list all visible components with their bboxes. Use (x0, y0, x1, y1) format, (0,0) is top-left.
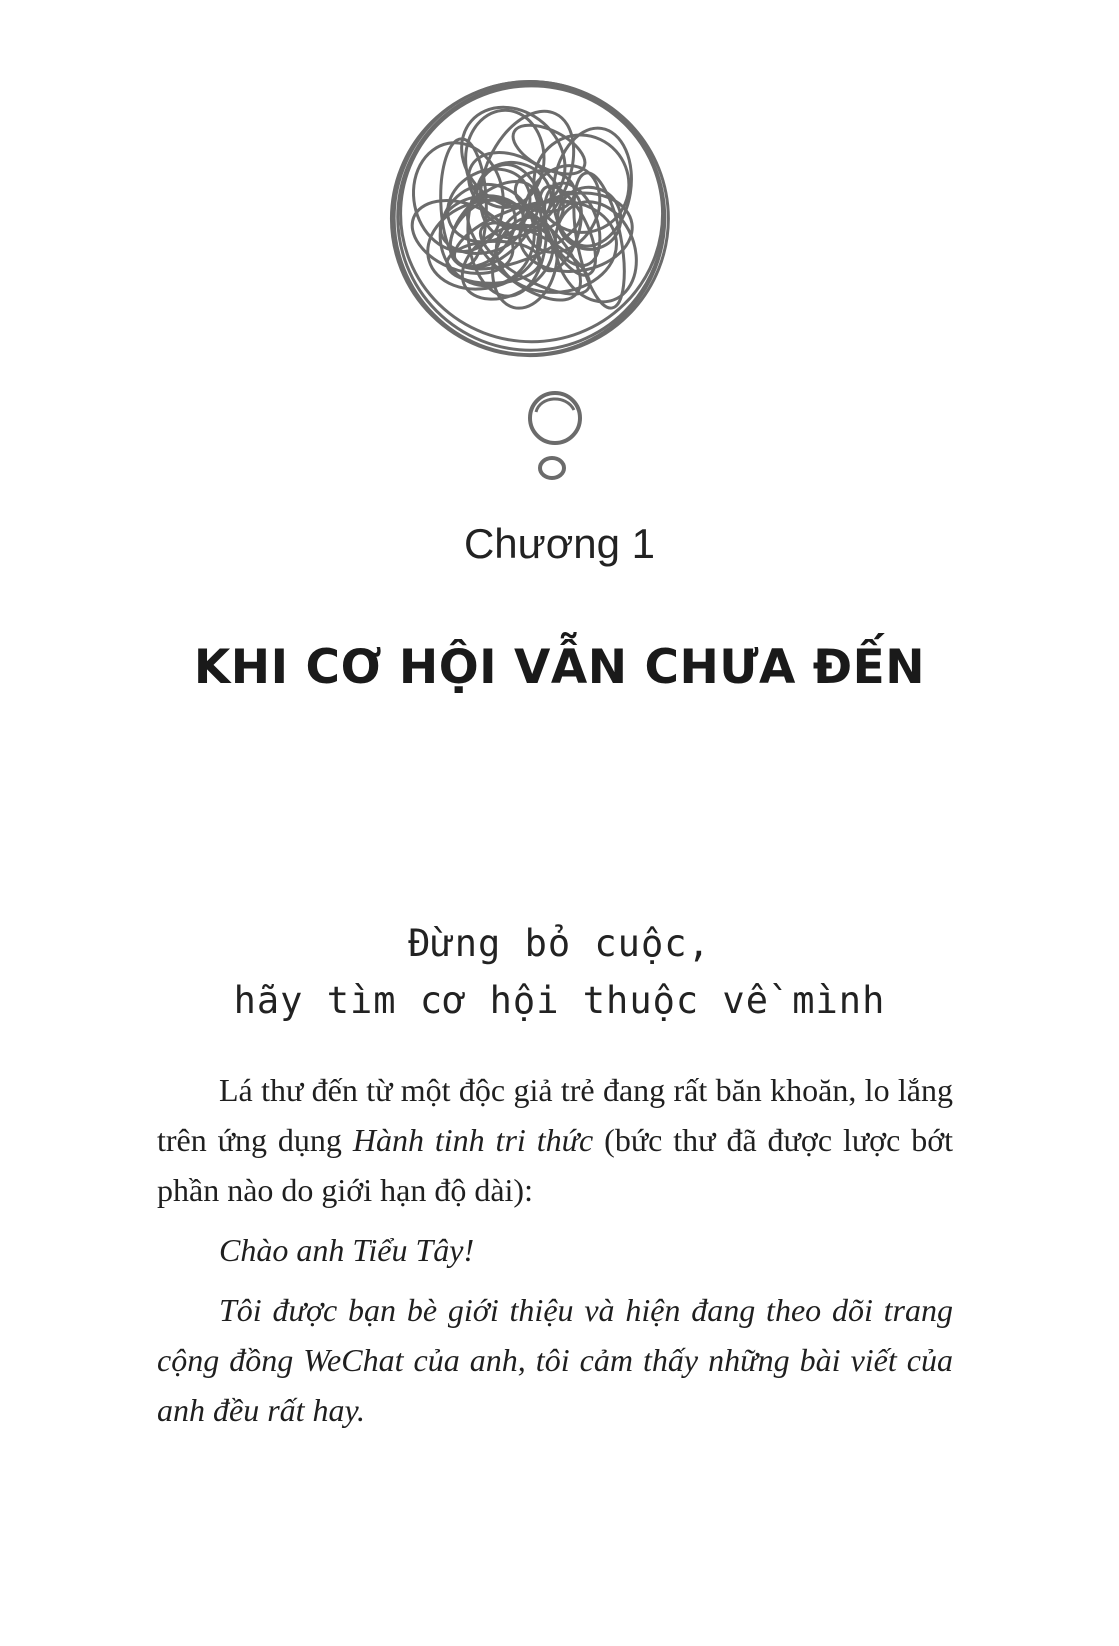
intro-paragraph: Lá thư đến từ một độc giả trẻ đang rất băn khoăn, lo lắng trên ứng dụng Hành tinh tri thức (bức thư đã được lược bớt phần nào do giới hạn độ dài): (157, 1072, 954, 1208)
body-text (157, 1065, 953, 1445)
section-title-line-1: Đừng bỏ cuộc, (408, 922, 711, 965)
thought-bubble-small-circle (540, 458, 564, 478)
tangled-scribble-icon (391, 82, 668, 356)
app-name: Hành tinh tri thức (352, 1122, 594, 1158)
letter-paragraph: Tôi được bạn bè giới thiệu và hiện đang theo dõi trang cộng đồng WeChat của anh, tôi cảm thấy những bài viết của anh đều rất hay. (157, 1292, 953, 1428)
section-title (0, 915, 1119, 1029)
thought-bubble-large-circle-inner (536, 399, 574, 412)
section-title-line-2: hãy tìm cơ hội thuộc về mình (233, 979, 886, 1022)
thought-bubble-large-circle (530, 393, 580, 443)
letter-greeting: Chào anh Tiểu Tây! (219, 1232, 475, 1268)
thought-bubble-scribble-illustration (0, 0, 1119, 520)
chapter-title: KHI CƠ HỘI VẪN CHƯA ĐẾN (193, 640, 926, 695)
chapter-label: Chương 1 (463, 520, 656, 567)
